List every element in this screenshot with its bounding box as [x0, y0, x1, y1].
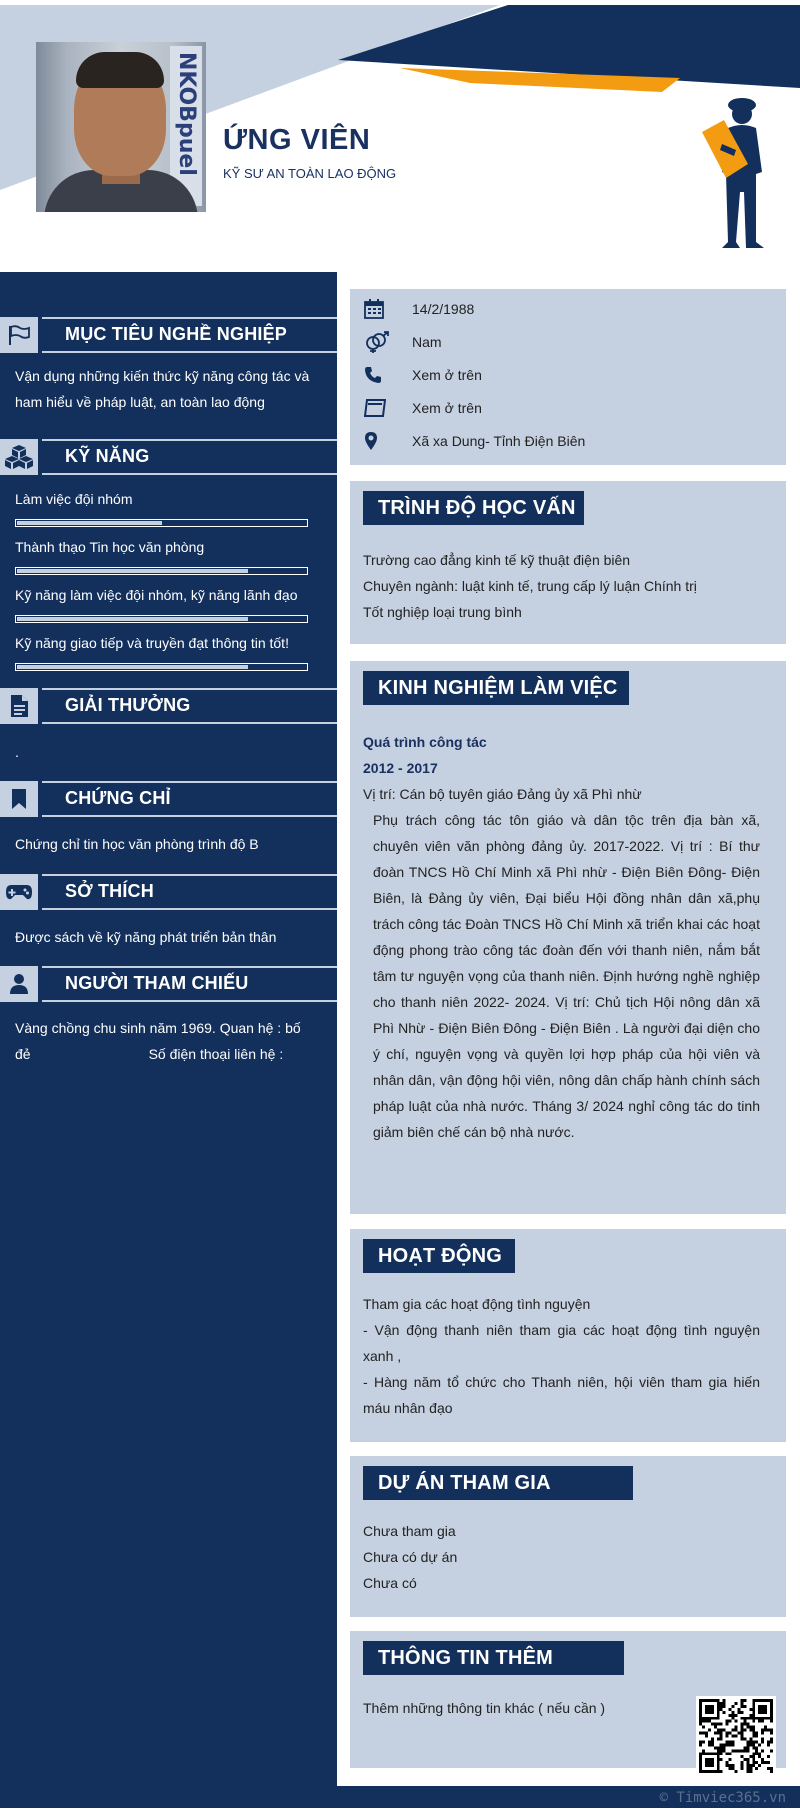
education-text [363, 547, 760, 625]
gender-icon [364, 331, 390, 353]
email-icon [364, 399, 386, 417]
projects-line: Chưa tham gia [363, 1523, 456, 1539]
job-title: KỸ SƯ AN TOÀN LAO ĐỘNG [223, 166, 397, 181]
skill-label: Kỹ năng giao tiếp và truyền đạt thông tin tốt! [15, 635, 289, 651]
education-line: Trường cao đẳng kinh tế kỹ thuật điện biên [363, 552, 631, 568]
objective-title: MỤC TIÊU NGHỀ NGHIỆP [65, 324, 288, 344]
skill-bar [15, 519, 308, 527]
skill-bar [15, 567, 308, 575]
skill-item [15, 538, 308, 575]
qr-code-icon [699, 1699, 773, 1773]
education-title: TRÌNH ĐỘ HỌC VẤN [363, 491, 584, 525]
awards-text: . [15, 744, 19, 760]
skill-item [15, 490, 308, 527]
awards-heading [0, 688, 337, 724]
phone-row [364, 363, 482, 387]
projects-line: Chưa có [363, 1575, 417, 1591]
phone-icon [364, 366, 382, 384]
phone-value: Xem ở trên [412, 367, 482, 383]
experience-text [363, 729, 760, 1145]
document-icon [9, 694, 29, 718]
skill-bar [15, 663, 308, 671]
cv-header [0, 0, 800, 272]
worker-silhouette-icon [700, 92, 770, 252]
user-icon [9, 973, 29, 995]
skill-label: Làm việc đội nhóm [15, 491, 133, 507]
address-row [364, 429, 585, 453]
education-box [350, 481, 786, 644]
email-row [364, 396, 482, 420]
extra-title: THÔNG TIN THÊM [363, 1641, 624, 1675]
projects-text [363, 1518, 760, 1596]
projects-box [350, 1456, 786, 1617]
cubes-icon [4, 444, 34, 470]
activities-line: - Vận động thanh niên tham gia các hoạt động tình nguyện xanh , [363, 1322, 760, 1364]
hobbies-heading [0, 874, 337, 910]
references-line: đẻ Số điện thoại liên hệ : [15, 1046, 284, 1062]
activities-title: HOẠT ĐỘNG [363, 1239, 515, 1273]
awards-title: GIẢI THƯỞNG [65, 695, 191, 715]
experience-period: 2012 - 2017 [363, 760, 438, 776]
certificates-heading [0, 781, 337, 817]
watermark: © Timviec365.vn [659, 1790, 786, 1806]
references-title: NGƯỜI THAM CHIẾU [65, 973, 249, 993]
gender-value: Nam [412, 334, 442, 350]
flag-icon [7, 324, 31, 346]
education-line: Chuyên ngành: luật kinh tế, trung cấp lý luận Chính trị [363, 578, 697, 594]
email-value: Xem ở trên [412, 400, 482, 416]
photo-background-sign: NKOBpuel [170, 46, 202, 206]
candidate-photo [36, 42, 206, 212]
skill-item [15, 586, 308, 623]
activities-line: - Hàng năm tổ chức cho Thanh niên, hội viên tham gia hiến máu nhân đạo [363, 1374, 760, 1416]
experience-title: KINH NGHIỆM LÀM VIỆC [363, 671, 629, 705]
skill-label: Thành thạo Tin học văn phòng [15, 539, 205, 555]
objective-text: Vận dụng những kiến thức kỹ năng công tác và ham hiểu về pháp luật, an toàn lao động [15, 368, 310, 410]
experience-box [350, 661, 786, 1214]
contact-box [350, 289, 786, 465]
extra-text: Thêm những thông tin khác ( nếu cần ) [363, 1700, 606, 1716]
skills-heading [0, 439, 337, 475]
gamepad-icon [5, 883, 33, 901]
projects-line: Chưa có dự án [363, 1549, 458, 1565]
birthday-value: 14/2/1988 [412, 301, 475, 317]
objective-heading [0, 317, 337, 353]
activities-text [363, 1291, 760, 1421]
certificates-title: CHỨNG CHỈ [65, 788, 171, 808]
birthday-row [364, 297, 474, 321]
certificates-text: Chứng chỉ tin học văn phòng trình độ B [15, 836, 259, 852]
skill-bar [15, 615, 308, 623]
gender-row [364, 330, 442, 354]
references-heading [0, 966, 337, 1002]
education-line: Tốt nghiệp loại trung bình [363, 604, 522, 620]
candidate-name: ỨNG VIÊN [223, 124, 371, 156]
hobbies-text: Được sách về kỹ năng phát triển bản thân [15, 929, 277, 945]
skills-title: KỸ NĂNG [65, 446, 150, 466]
references-text [15, 1015, 315, 1067]
references-line: Vàng chồng chu sinh năm 1969. Quan hệ : bố [15, 1020, 301, 1036]
experience-subheading: Quá trình công tác [363, 734, 487, 750]
qr-code [696, 1696, 776, 1776]
activities-line: Tham gia các hoạt động tình nguyện [363, 1296, 591, 1312]
skill-item [15, 634, 308, 671]
location-pin-icon [364, 431, 378, 451]
skill-label: Kỹ năng làm việc đội nhóm, kỹ năng lãnh đạo [15, 587, 298, 603]
address-value: Xã xa Dung- Tỉnh Điện Biên [412, 433, 586, 449]
experience-position: Vị trí: Cán bộ tuyên giáo Đảng ủy xã Phì nhừ [363, 786, 642, 802]
activities-box [350, 1229, 786, 1442]
experience-description: Phụ trách công tác tôn giáo và dân tộc trên địa bàn xã, chuyên viên văn phòng đảng ủy. 2017-2022. Vị trí : Bí thư đoàn TNCS Hồ Chí Minh xã Phì nhừ - Điện Biên Đông- Điện Biên, là Đảng ủy viên, Đại biểu Hội đồng nhân dân xã,phụ trách công tác Đoàn TNCS Hồ Chí Minh xã triển khai các hoạt động phong trào công tác đoàn đến với thanh niên, nắm bắt tâm tư nguyện vọng của thanh niên. Định hướng nghề nghiệp cho thanh niên 2022- 2024. Vị trí: Chủ tịch Hội nông dân xã Phì Nhừ - Điện Biên Đông - Điện Biên . Là người đại diện cho ý chí, nguyện vọng và quyền lợi hợp pháp của hội viên và nhân dân, vận động hội viên, nông dân chấp hành chính sách pháp luật của nhà nước. Tháng 3/ 2024 nghỉ công tác do tinh giảm biên chế cán bộ nhà nước. [373, 812, 760, 1140]
projects-title: DỰ ÁN THAM GIA [363, 1466, 633, 1500]
hobbies-title: SỞ THÍCH [65, 881, 154, 901]
left-column [0, 272, 337, 1786]
calendar-icon [364, 299, 384, 319]
bookmark-icon [11, 788, 27, 810]
